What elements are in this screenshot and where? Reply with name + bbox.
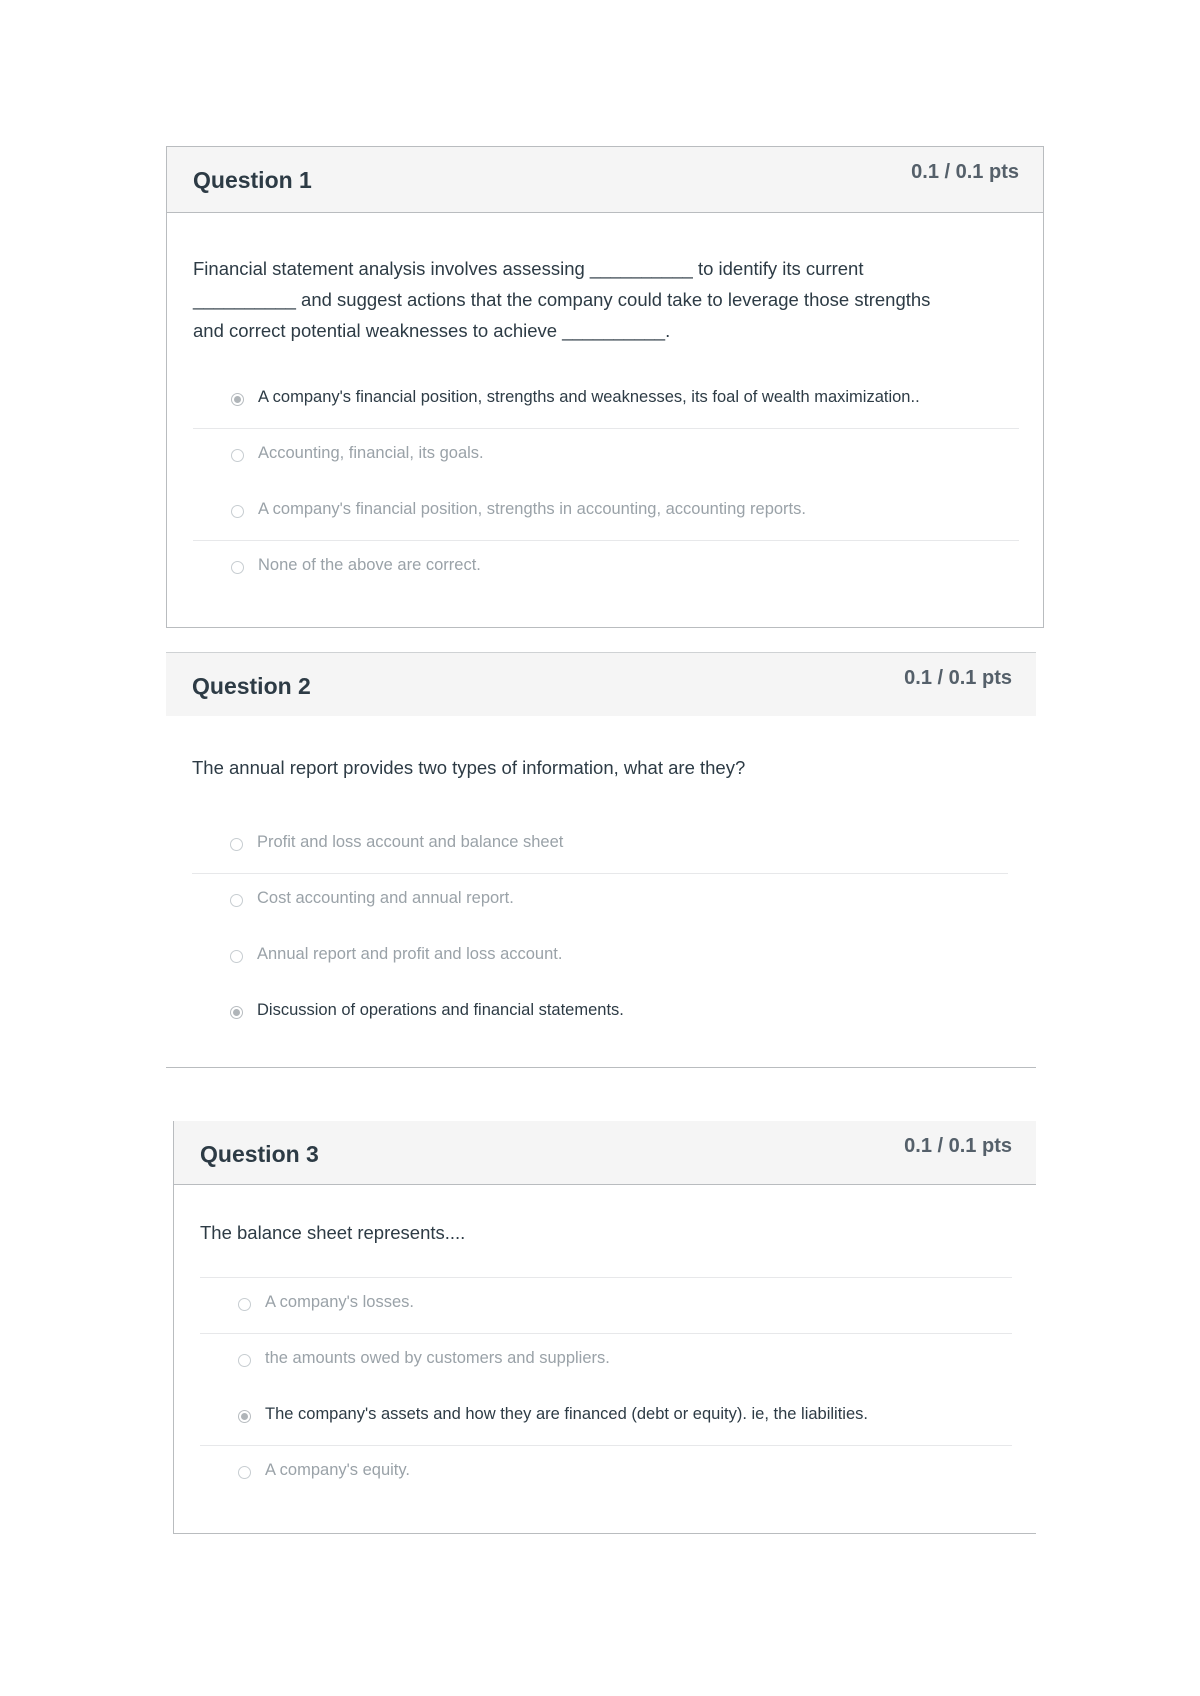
answer-label: The company's assets and how they are financed (debt or equity). ie, the liabilities. [265, 1405, 868, 1423]
question-text-line: and correct potential weaknesses to achieve __________. [193, 320, 671, 341]
radio-checked-icon[interactable] [231, 393, 244, 406]
answer-list [192, 818, 1008, 1042]
question-title: Question 2 [192, 673, 311, 699]
answer-label: the amounts owed by customers and suppliers. [265, 1349, 610, 1367]
answer-label: A company's financial position, strengths and weaknesses, its foal of wealth maximization.. [258, 388, 920, 406]
answer-label: Accounting, financial, its goals. [258, 444, 484, 462]
answer-option[interactable] [200, 1334, 1012, 1390]
question-text [193, 253, 1013, 346]
radio-icon[interactable] [238, 1466, 251, 1479]
answer-option[interactable] [200, 1390, 1012, 1446]
radio-icon[interactable] [231, 561, 244, 574]
radio-icon[interactable] [230, 838, 243, 851]
answer-list [193, 373, 1019, 597]
answer-option[interactable] [192, 930, 1008, 986]
question-points: 0.1 / 0.1 pts [911, 161, 1019, 183]
question-text-line: Financial statement analysis involves assessing __________ to identify its current [193, 258, 864, 279]
answer-label: Annual report and profit and loss account. [257, 945, 563, 963]
question-text-line: The balance sheet represents.... [200, 1222, 466, 1243]
answer-label: Profit and loss account and balance sheet [257, 833, 564, 851]
question-header [174, 1121, 1036, 1185]
radio-icon[interactable] [238, 1298, 251, 1311]
question-text-line: The annual report provides two types of information, what are they? [192, 757, 746, 778]
answer-option[interactable] [192, 874, 1008, 930]
radio-icon[interactable] [231, 505, 244, 518]
answer-option[interactable] [192, 818, 1008, 874]
question-title: Question 3 [200, 1141, 319, 1167]
answer-list [200, 1277, 1012, 1502]
question-card [166, 652, 1036, 1068]
answer-option[interactable] [193, 429, 1019, 485]
question-header [166, 652, 1036, 716]
answer-label: Discussion of operations and financial statements. [257, 1001, 624, 1019]
answer-label: None of the above are correct. [258, 556, 481, 574]
question-header [167, 147, 1043, 213]
answer-option[interactable] [193, 373, 1019, 429]
question-text-line: __________ and suggest actions that the company could take to leverage those strengths [193, 289, 931, 310]
radio-checked-icon[interactable] [230, 1006, 243, 1019]
radio-icon[interactable] [238, 1354, 251, 1367]
question-points: 0.1 / 0.1 pts [904, 1135, 1012, 1157]
question-text [192, 752, 1012, 783]
radio-icon[interactable] [230, 894, 243, 907]
question-card [173, 1121, 1036, 1534]
answer-option[interactable] [192, 986, 1008, 1042]
radio-icon[interactable] [230, 950, 243, 963]
answer-option[interactable] [193, 485, 1019, 541]
question-card [166, 146, 1044, 628]
question-points: 0.1 / 0.1 pts [904, 667, 1012, 689]
question-title: Question 1 [193, 167, 312, 193]
answer-label: A company's financial position, strengths in accounting, accounting reports. [258, 500, 806, 518]
answer-label: Cost accounting and annual report. [257, 889, 514, 907]
answer-option[interactable] [200, 1278, 1012, 1334]
radio-icon[interactable] [231, 449, 244, 462]
answer-label: A company's equity. [265, 1461, 411, 1479]
question-text [200, 1217, 1020, 1248]
radio-checked-icon[interactable] [238, 1410, 251, 1423]
answer-option[interactable] [200, 1446, 1012, 1502]
answer-label: A company's losses. [265, 1293, 414, 1311]
answer-option[interactable] [193, 541, 1019, 597]
